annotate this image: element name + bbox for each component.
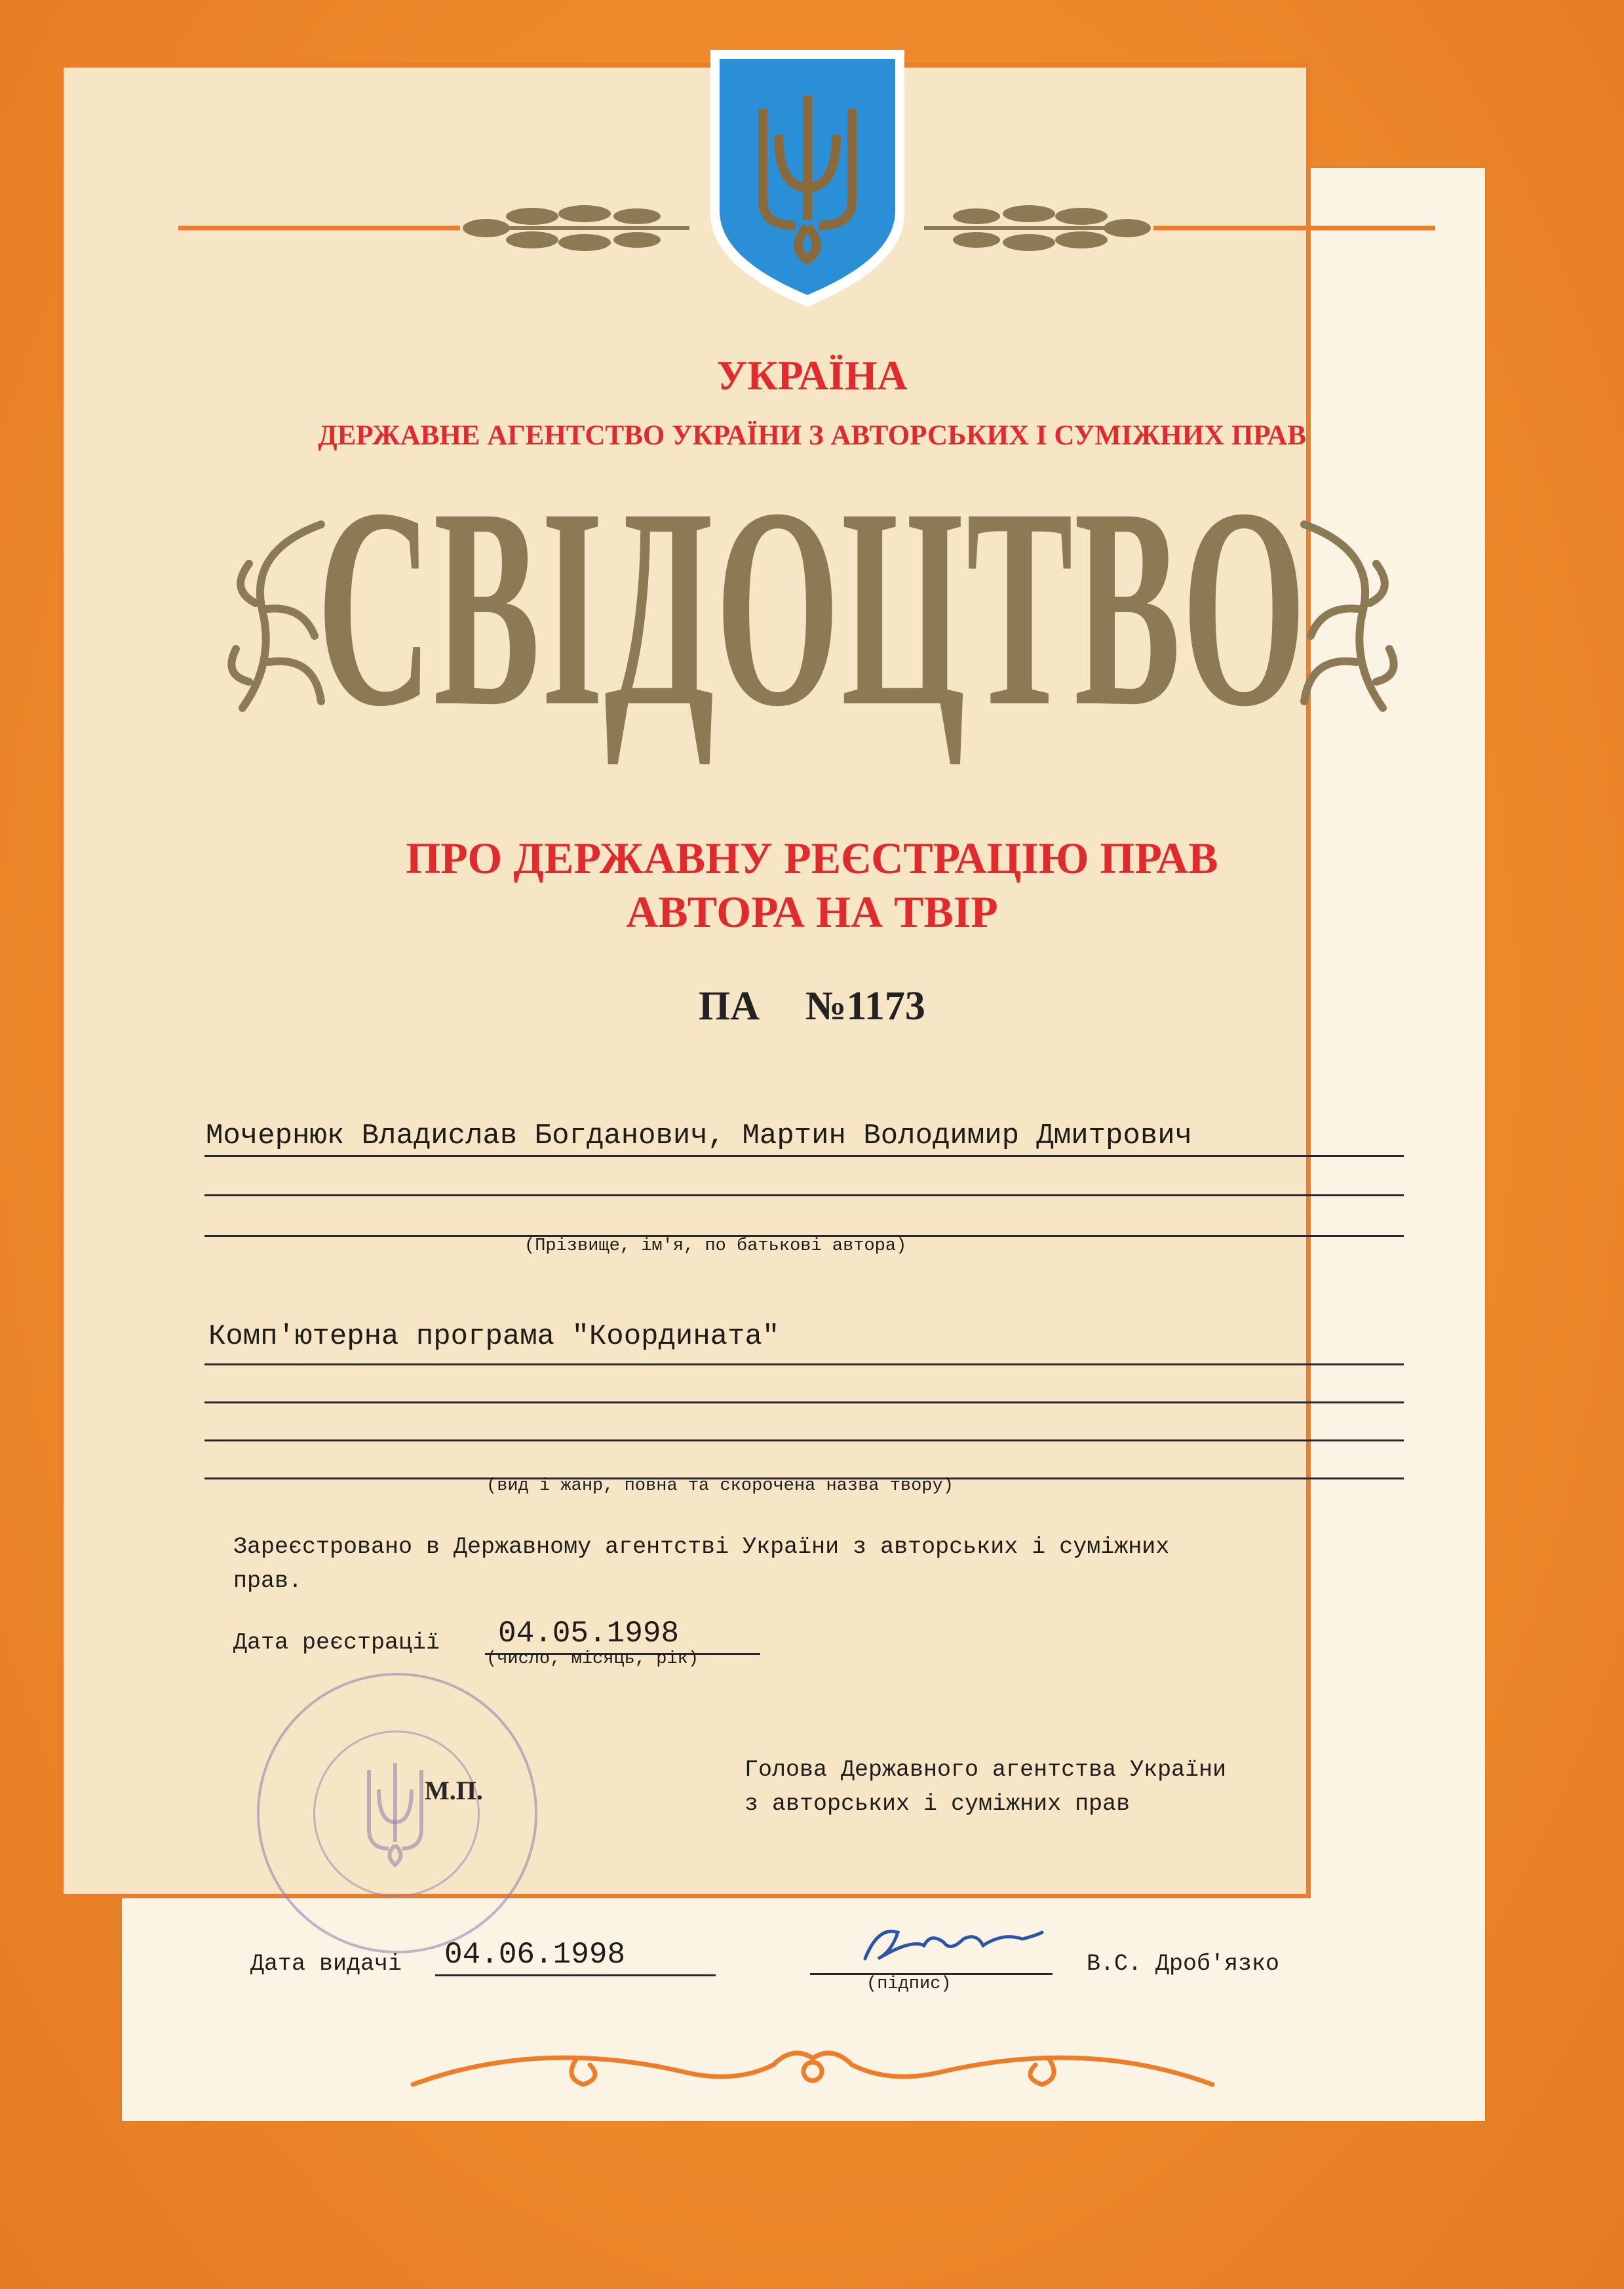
work-line-3 xyxy=(204,1439,1404,1441)
certificate-number xyxy=(0,983,1624,1030)
signatory-name: В.С. Дроб'язко xyxy=(1087,1951,1280,1977)
authors-line-1 xyxy=(204,1155,1404,1157)
signature-caption: (підпис) xyxy=(866,1974,952,1994)
agency-title: ДЕРЖАВНЕ АГЕНТСТВО УКРАЇНИ З АВТОРСЬКИХ І СУМІЖНИХ ПРАВ xyxy=(318,420,1306,451)
work-line-1 xyxy=(204,1363,1404,1365)
work-line-2 xyxy=(204,1401,1404,1403)
registration-date-value: 04.05.1998 xyxy=(498,1616,680,1651)
authors-line-2 xyxy=(204,1194,1404,1196)
subtitle-line-2: АВТОРА НА ТВІР xyxy=(626,887,998,937)
certificate-frame xyxy=(59,63,1311,1898)
signature-scribble xyxy=(852,1913,1049,1972)
registration-date-caption: (число, місяць, рік) xyxy=(486,1649,699,1669)
issue-date-line xyxy=(435,1974,716,1976)
laurel-left-icon xyxy=(178,197,709,256)
work-value: Комп'ютерна програма "Координата" xyxy=(208,1320,780,1353)
seal-place-label: М.П. xyxy=(425,1776,483,1805)
scroll-ornament-icon xyxy=(406,2032,1219,2104)
document-title: СВІДОЦТВО xyxy=(317,450,1307,766)
authors-caption: (Прізвище, ім'я, по батькові автора) xyxy=(524,1236,907,1256)
subtitle-line-1: ПРО ДЕРЖАВНУ РЕЄСТРАЦІЮ ПРАВ xyxy=(406,833,1218,883)
issue-date-value: 04.06.1998 xyxy=(444,1938,626,1972)
registration-date-label: Дата реєстрації xyxy=(233,1630,440,1656)
country-title: УКРАЇНА xyxy=(716,352,908,399)
signatory-title: Голова Державного агентства України з авторських і суміжних прав xyxy=(744,1757,1227,1817)
certificate-subtitle xyxy=(0,831,1624,939)
coat-of-arms-icon xyxy=(710,50,904,307)
issue-date-label: Дата видачі xyxy=(250,1951,402,1977)
certificate-series: ПА xyxy=(699,984,760,1028)
seal-trident-icon xyxy=(359,1757,431,1868)
work-caption: (вид і жанр, повна та скорочена назва твору) xyxy=(486,1476,954,1496)
certificate-number-value: №1173 xyxy=(805,984,925,1028)
authors-value: Мочернюк Владислав Богданович, Мартин Володимир Дмитрович xyxy=(206,1120,1193,1152)
laurel-right-icon xyxy=(911,197,1435,256)
registration-statement: Зареєстровано в Державному агентстві України з авторських і суміжних прав. xyxy=(233,1534,1170,1594)
